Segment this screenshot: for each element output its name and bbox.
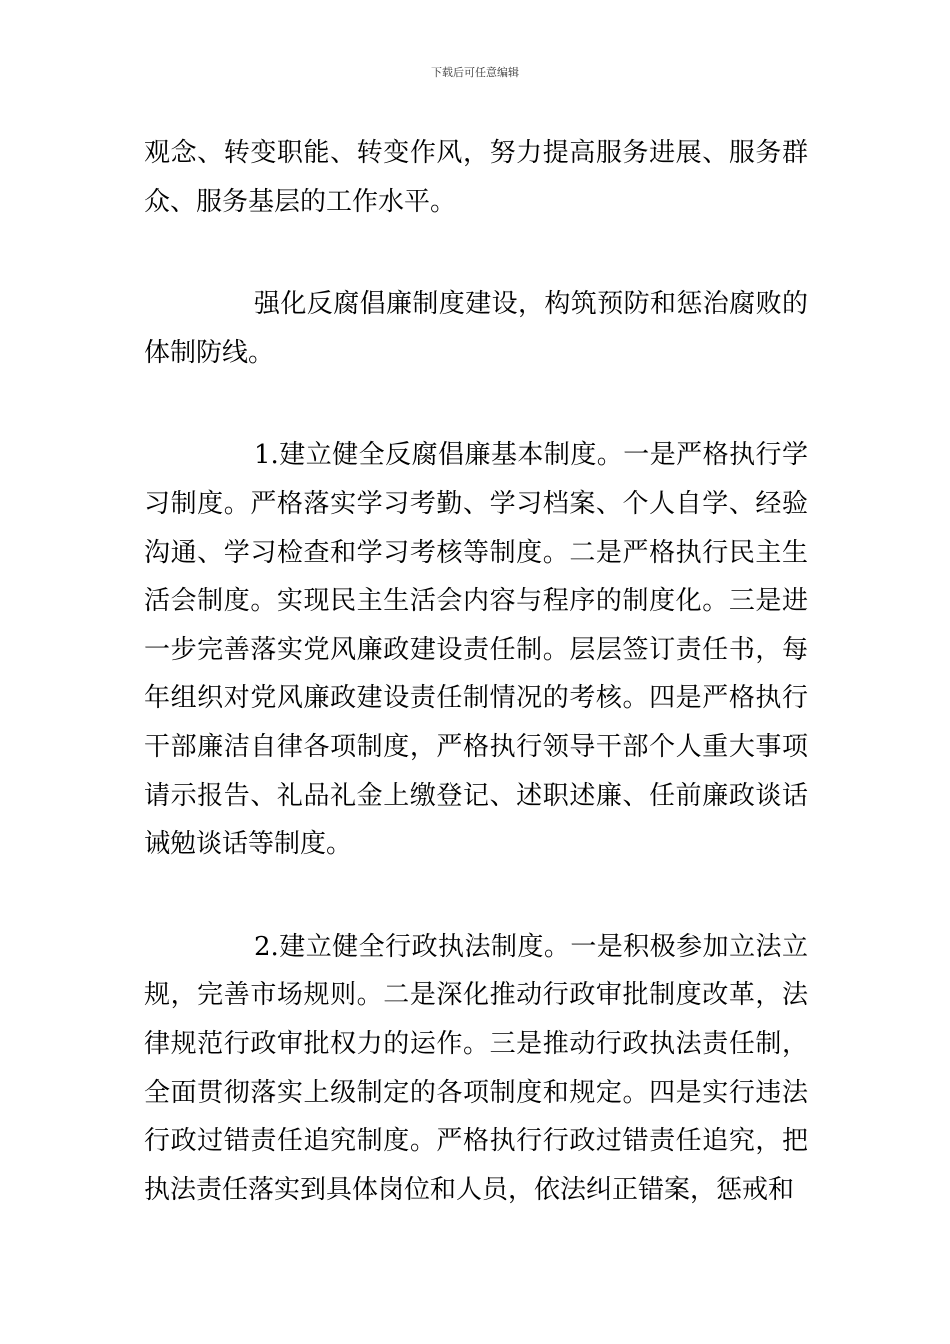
paragraph-gap <box>144 869 808 923</box>
document-body <box>144 129 808 1214</box>
paragraph-1: 观念、转变职能、转变作风，努力提高服务进展、服务群众、服务基层的工作水平。 <box>144 138 808 217</box>
paragraph-3: 1.建立健全反腐倡廉基本制度。一是严格执行学习制度。严格落实学习考勤、学习档案、个人自学、经验沟通、学习检查和学习考核等制度。二是严格执行民主生活会制度。实现民主生活会内容与程序的制度化。三是进一步完善落实党风廉政建设责任制。层层签订责任书，每年组织对党风廉政建设责任制情况的考核。四是严格执行干部廉洁自律各项制度，严格执行领导干部个人重大事项请示报告、礼品礼金上缴登记、述职述廉、任前廉政谈话诫勉谈话等制度。 <box>144 440 808 860</box>
paragraph-gap <box>144 377 808 431</box>
paragraph-2: 强化反腐倡廉制度建设，构筑预防和惩治腐败的体制防线。 <box>144 289 808 368</box>
page-header-note: 下载后可任意编辑 <box>431 66 519 79</box>
paragraph-gap <box>144 226 808 280</box>
paragraph-4: 2.建立健全行政执法制度。一是积极参加立法立规，完善市场规则。二是深化推动行政审批制度改革，法律规范行政审批权力的运作。三是推动行政执法责任制，全面贯彻落实上级制定的各项制度和规定。四是实行违法行政过错责任追究制度。严格执行行政过错责任追究，把执法责任落实到具体岗位和人员，依法纠正错案，惩戒和 <box>144 931 808 1205</box>
